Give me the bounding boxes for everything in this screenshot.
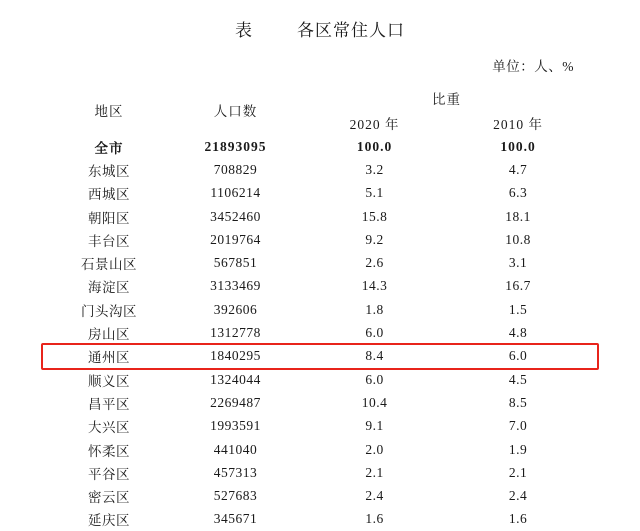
cell-share-2010: 8.5: [508, 394, 528, 410]
cell-population: 3452460: [210, 208, 261, 224]
cell-share-2010: 3.1: [508, 255, 528, 271]
cell-region: 通州区: [88, 350, 130, 366]
cell-share-2020: 8.4: [365, 348, 384, 364]
table-row: [50, 228, 590, 251]
cell-share-2020: 2.0: [365, 441, 384, 457]
cell-share-2020: 9.2: [365, 231, 384, 247]
table-row: [50, 251, 590, 274]
cell-share-2020: 5.1: [365, 185, 384, 201]
table-row: [50, 368, 590, 391]
cell-region: 石景山区: [81, 257, 137, 273]
cell-share-2010: 1.5: [508, 301, 528, 317]
cell-share-2010: 2.4: [508, 488, 528, 504]
header-population: 人口数: [213, 104, 258, 119]
cell-region: 平谷区: [88, 466, 130, 482]
cell-share-2010: 10.8: [505, 231, 531, 247]
cell-population: 708829: [213, 161, 258, 177]
table-header: [50, 85, 590, 135]
unit-note: 单位：人、%: [492, 59, 574, 74]
cell-population: 457313: [213, 464, 258, 480]
cell-share-2010: 16.7: [505, 278, 531, 294]
cell-region: 海淀区: [88, 280, 130, 296]
cell-share-2010: 4.7: [508, 161, 528, 177]
cell-population: 1312778: [210, 325, 261, 341]
cell-population: 392606: [213, 301, 258, 317]
table-row: [50, 438, 590, 461]
table-row: [50, 205, 590, 228]
cell-share-2020: 3.2: [365, 161, 384, 177]
table-title-text: 各区常住人口: [297, 21, 405, 40]
cell-population: 1106214: [210, 185, 261, 201]
cell-share-2020: 15.8: [361, 208, 388, 224]
cell-share-2020: 10.4: [361, 394, 388, 410]
cell-share-2020: 2.4: [365, 488, 384, 504]
population-table: [50, 85, 590, 531]
cell-share-2010: 6.0: [508, 348, 528, 364]
table-title: [0, 0, 640, 41]
header-year-2020: 2020 年: [349, 116, 400, 132]
header-year-2010: 2010 年: [493, 116, 543, 132]
cell-population: 2019764: [210, 231, 261, 247]
cell-share-2020: 14.3: [361, 278, 388, 294]
cell-population: 2269487: [210, 394, 261, 410]
table-row: [50, 461, 590, 484]
cell-population: 441040: [213, 441, 258, 457]
cell-share-2010: 1.6: [508, 511, 528, 527]
cell-region: 门头沟区: [81, 303, 137, 319]
cell-population: 345671: [213, 511, 258, 527]
cell-region: 西城区: [88, 187, 130, 203]
cell-share-2010: 7.0: [508, 418, 528, 434]
table-row: [50, 321, 590, 344]
table-row: [50, 484, 590, 507]
cell-population: 567851: [213, 255, 258, 271]
cell-region: 大兴区: [88, 420, 130, 436]
cell-share-2020: 2.1: [365, 464, 384, 480]
cell-share-2010: 6.3: [508, 185, 528, 201]
cell-share-2010: 1.9: [508, 441, 528, 457]
cell-share-2010: 100.0: [500, 138, 536, 154]
cell-population: 1993591: [210, 418, 261, 434]
table-body: [50, 135, 590, 531]
cell-region: 全市: [94, 140, 124, 156]
cell-share-2020: 6.0: [365, 371, 384, 387]
table-row: [50, 345, 590, 368]
table-title-label: 表: [235, 21, 253, 40]
cell-share-2010: 4.5: [508, 371, 528, 387]
table-row: [50, 415, 590, 438]
cell-region: 丰台区: [88, 233, 130, 249]
table-row: [50, 275, 590, 298]
cell-region: 怀柔区: [88, 443, 130, 459]
header-share: 比重: [432, 91, 461, 107]
cell-region: 东城区: [88, 163, 130, 179]
cell-region: 顺义区: [88, 373, 130, 389]
cell-population: 3133469: [210, 278, 261, 294]
cell-region: 房山区: [88, 327, 130, 343]
header-row-top: [50, 85, 590, 110]
table-row: [50, 298, 590, 321]
cell-population: 1324044: [210, 371, 261, 387]
table-row: [50, 135, 590, 158]
cell-share-2010: 2.1: [508, 464, 528, 480]
table-row: [50, 391, 590, 414]
cell-region: 昌平区: [88, 396, 130, 412]
header-region: 地区: [94, 104, 124, 119]
table-row: [50, 158, 590, 181]
cell-share-2020: 100.0: [356, 138, 393, 154]
cell-share-2020: 2.6: [365, 255, 384, 271]
cell-share-2020: 9.1: [365, 418, 384, 434]
cell-population: 527683: [213, 488, 258, 504]
cell-share-2020: 1.8: [365, 301, 384, 317]
cell-region: 延庆区: [88, 513, 130, 529]
table-row: [50, 182, 590, 205]
cell-population: 21893095: [204, 138, 267, 154]
cell-population: 1840295: [210, 348, 261, 364]
cell-share-2010: 18.1: [505, 208, 531, 224]
cell-region: 朝阳区: [88, 210, 130, 226]
cell-share-2010: 4.8: [508, 325, 528, 341]
cell-share-2020: 1.6: [365, 511, 384, 527]
table-container: [50, 85, 590, 531]
cell-share-2020: 6.0: [365, 325, 384, 341]
cell-region: 密云区: [88, 490, 130, 506]
